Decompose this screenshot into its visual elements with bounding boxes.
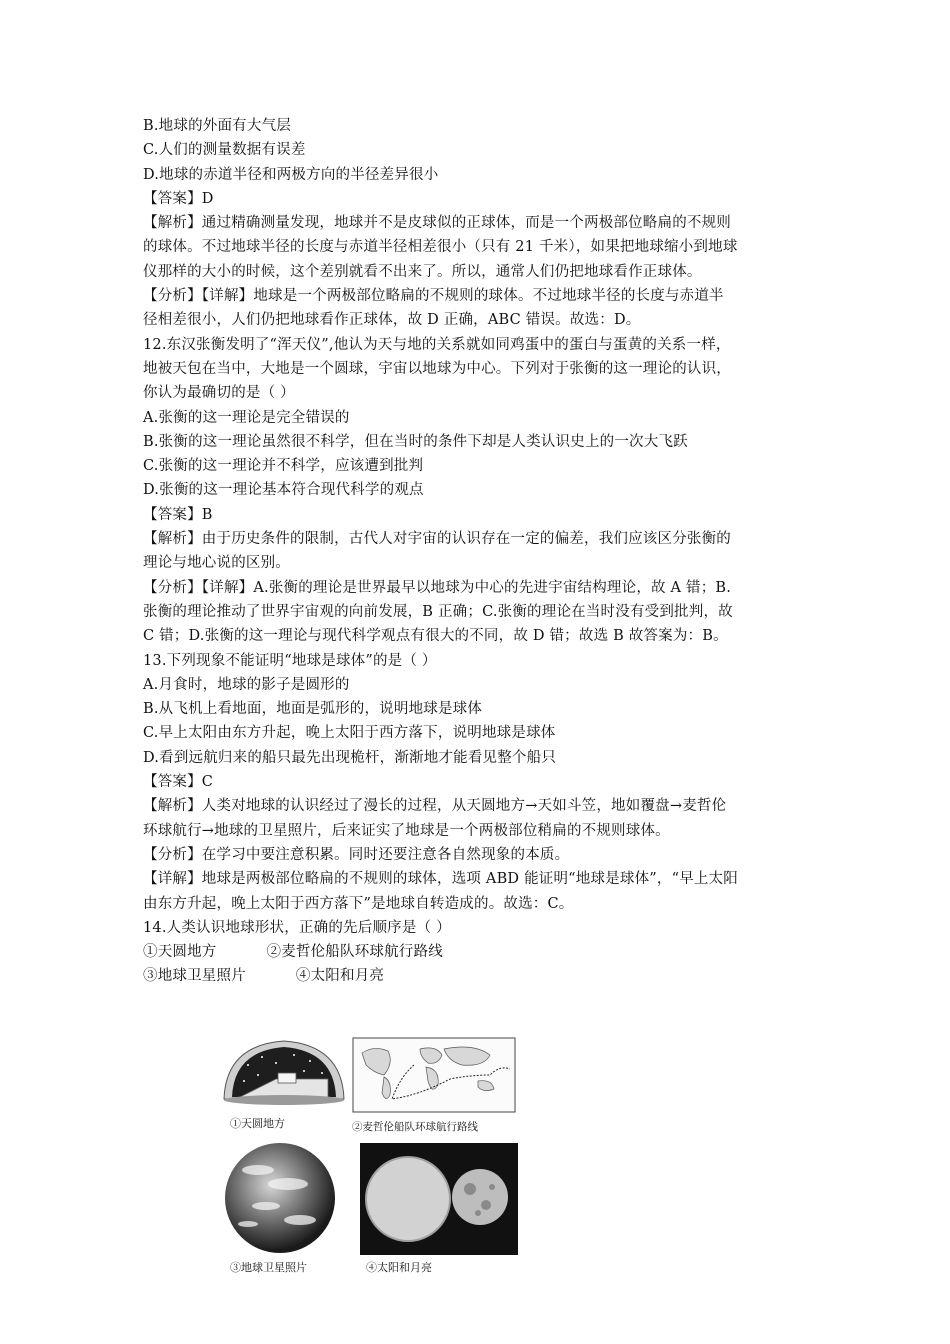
text-line: C.人们的测量数据有误差 xyxy=(143,142,306,159)
dome-model-illustration xyxy=(218,1035,348,1107)
text-line: 【解析】人类对地球的认识经过了漫长的过程，从天圆地方→天如斗笠，地如覆盘→麦哲伦 xyxy=(143,798,727,815)
text-line: 地被天包在当中，大地是一个圆球，宇宙以地球为中心。下列对于张衡的这一理论的认识， xyxy=(143,360,731,377)
question-14: 14.人类认识地球形状，正确的先后顺序是（ ） xyxy=(143,919,451,936)
option-line: A.月食时，地球的影子是圆形的 xyxy=(143,676,350,693)
text-line: 你认为最确切的是（ ） xyxy=(143,385,295,402)
option-line: B.张衡的这一理论虽然很不科学，但在当时的条件下却是人类认识史上的一次大飞跃 xyxy=(143,433,688,450)
sun-moon-photo xyxy=(360,1143,518,1255)
text-line: 【分析】【详解】A.张衡的理论是世界最早以地球为中心的先进宇宙结构理论，故 A 错；B. xyxy=(143,579,732,596)
answer-line: 【答案】C xyxy=(143,774,214,791)
option-3: ③地球卫星照片 xyxy=(143,968,246,985)
text-line: 环球航行→地球的卫星照片，后来证实了地球是一个两极部位稍扁的不规则球体。 xyxy=(143,822,670,839)
caption-3: ③地球卫星照片 xyxy=(230,1261,307,1274)
world-map-route xyxy=(350,1035,518,1115)
text-line: 张衡的理论推动了世界宇宙观的向前发展，B 正确；C.张衡的理论在当时没有受到批判，故 xyxy=(143,603,733,620)
text-line: 【详解】地球是两极部位略扁的不规则的球体，选项 ABD 能证明“地球是球体”，“早上太阳 xyxy=(143,871,739,888)
question-12: 12.东汉张衡发明了“浑天仪”,他认为天与地的关系就如同鸡蛋中的蛋白与蛋黄的关系一样， xyxy=(143,336,731,353)
text-block xyxy=(143,114,823,989)
text-line: 径相差很小，人们仍把地球看作正球体，故 D 正确，ABC 错误。故选：D。 xyxy=(143,312,641,329)
option-line: C.早上太阳由东方升起，晚上太阳于西方落下，说明地球是球体 xyxy=(143,725,556,742)
caption-4: ④太阳和月亮 xyxy=(366,1261,432,1274)
option-line: D.张衡的这一理论基本符合现代科学的观点 xyxy=(143,482,424,499)
text-line: 【解析】由于历史条件的限制，古代人对宇宙的认识存在一定的偏差，我们应该区分张衡的 xyxy=(143,531,731,548)
option-line: D.看到远航归来的船只最先出现桅杆，渐渐地才能看见整个船只 xyxy=(143,749,557,766)
text-line: 仪那样的大小的时候，这个差别就看不出来了。所以，通常人们仍把地球看作正球体。 xyxy=(143,263,702,280)
caption-1: ①天圆地方 xyxy=(230,1117,285,1130)
option-1: ①天圆地方 xyxy=(143,944,217,961)
text-line: B.地球的外面有大气层 xyxy=(143,118,291,134)
option-line: B.从飞机上看地面，地面是弧形的，说明地球是球体 xyxy=(143,701,483,718)
options-row-1 xyxy=(143,940,823,964)
text-line: 【解析】通过精确测量发现，地球并不是皮球似的正球体，而是一个两极部位略扁的不规则 xyxy=(143,215,731,232)
option-line: C.张衡的这一理论并不科学，应该遭到批判 xyxy=(143,458,424,475)
text-line: 理论与地心说的区别。 xyxy=(143,555,290,572)
earth-photo xyxy=(218,1140,342,1256)
text-line: 由东方升起，晚上太阳于西方落下”是地球自转造成的。故选：C。 xyxy=(143,895,574,912)
text-line: D.地球的赤道半径和两极方向的半径差异很小 xyxy=(143,166,439,183)
answer-line: 【答案】B xyxy=(143,506,213,523)
option-2: ②麦哲伦船队环球航行路线 xyxy=(266,944,443,961)
text-line: C 错；D.张衡的这一理论与现代科学观点有很大的不同，故 D 错；故选 B 故答案为：B。 xyxy=(143,628,728,645)
option-line: A.张衡的这一理论是完全错误的 xyxy=(143,409,350,426)
answer-line: 【答案】D xyxy=(143,190,214,207)
text-line: 的球体。不过地球半径的长度与赤道半径相差很小（只有 21 千米），如果把地球缩小到地球 xyxy=(143,239,738,256)
caption-2: ②麦哲伦船队环球航行路线 xyxy=(352,1121,478,1133)
option-4: ④太阳和月亮 xyxy=(295,968,385,985)
text-line: 【分析】【详解】地球是一个两极部位略扁的不规则的球体。不过地球半径的长度与赤道半 xyxy=(143,288,724,305)
question-13: 13.下列现象不能证明“地球是球体”的是（ ） xyxy=(143,652,437,669)
options-row-2 xyxy=(143,964,823,988)
text-line: 【分析】在学习中要注意积累。同时还要注意各自然现象的本质。 xyxy=(143,846,570,863)
figure-earth-knowledge xyxy=(218,1035,518,1275)
